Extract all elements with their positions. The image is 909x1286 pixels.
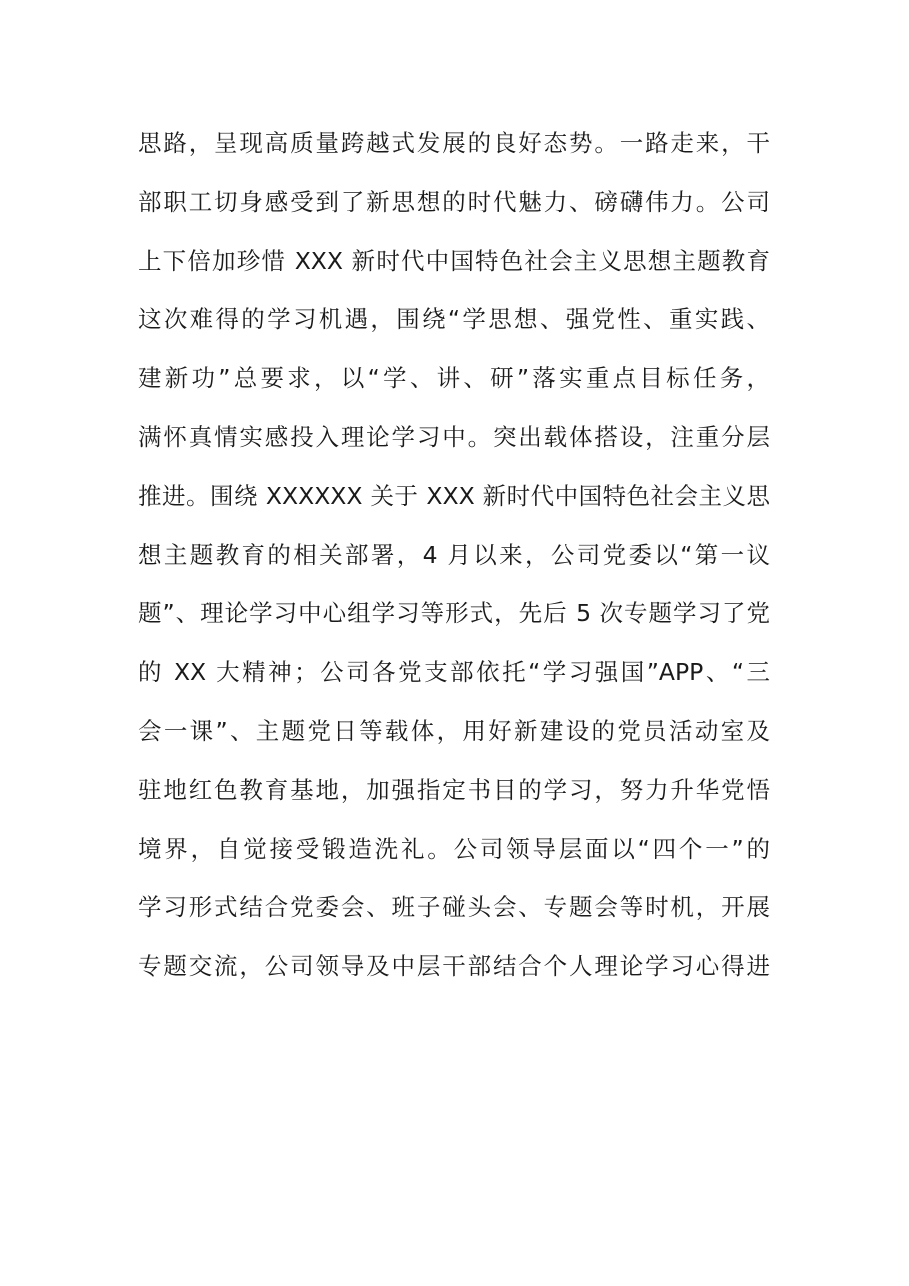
text-line: 部职工切身感受到了新思想的时代魅力、磅礴伟力。公司 bbox=[138, 187, 770, 216]
text-line: 建新功”总要求，以“学、讲、研”落实重点目标任务， bbox=[138, 364, 770, 393]
text-line: 会一课”、主题党日等载体，用好新建设的党员活动室及 bbox=[138, 716, 770, 745]
text-line: 境界，自觉接受锻造洗礼。公司领导层面以“四个一”的 bbox=[138, 834, 770, 863]
text-line: 题”、理论学习中心组学习等形式，先后 5 次专题学习了党 bbox=[138, 599, 770, 628]
text-line: 想主题教育的相关部署，4 月以来，公司党委以“第一议 bbox=[138, 540, 770, 569]
text-line: 这次难得的学习机遇，围绕“学思想、强党性、重实践、 bbox=[138, 305, 770, 334]
text-line: 专题交流，公司领导及中层干部结合个人理论学习心得进 bbox=[138, 952, 770, 981]
body-text bbox=[138, 120, 778, 1002]
text-line: 的 XX 大精神；公司各党支部依托“学习强国”APP、“三 bbox=[138, 658, 770, 687]
text-line: 推进。围绕 XXXXXX 关于 XXX 新时代中国特色社会主义思 bbox=[138, 481, 770, 510]
text-line: 满怀真情实感投入理论学习中。突出载体搭设，注重分层 bbox=[138, 422, 770, 451]
text-line: 思路，呈现高质量跨越式发展的良好态势。一路走来，干 bbox=[138, 129, 770, 157]
text-line: 上下倍加珍惜 XXX 新时代中国特色社会主义思想主题教育 bbox=[138, 246, 770, 275]
text-line: 学习形式结合党委会、班子碰头会、专题会等时机，开展 bbox=[138, 893, 770, 922]
text-line: 驻地红色教育基地，加强指定书目的学习，努力升华党悟 bbox=[138, 775, 770, 804]
